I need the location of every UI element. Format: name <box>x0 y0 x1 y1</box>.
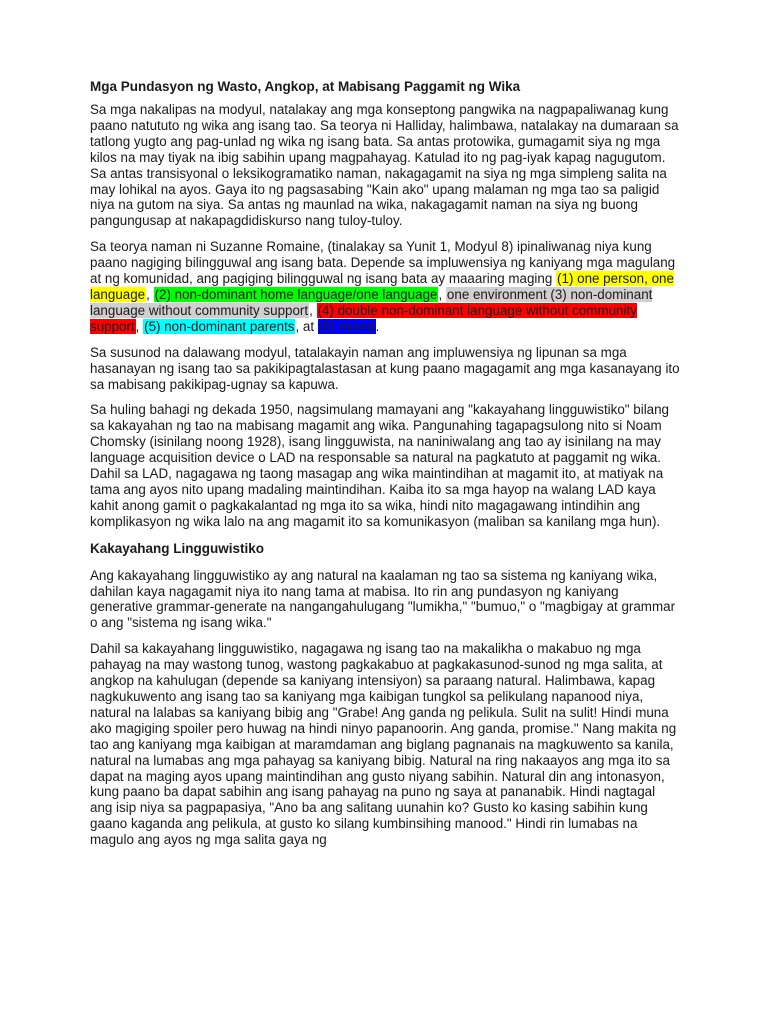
separator-text: , <box>146 286 154 302</box>
romaine-intro-text: Sa teorya naman ni Suzanne Romaine, (tinalakay sa Yunit 1, Modyul 8) ipinaliwanag niya kung paano nagiging bilingguwal ang isang bata. Depende sa impluwensiya ng kaniyang mga magulang at ng komunidad, ang pagiging bilingguwal ng isang bata ay maaaring maging <box>90 239 676 287</box>
highlight-one-person-one-language: (1) one person, one language <box>90 271 674 302</box>
separator-text: , <box>135 318 144 334</box>
separator-text: . <box>375 318 380 334</box>
highlight-mixed: (6) mixed <box>318 318 375 334</box>
paragraph-society-influence: Sa susunod na dalawang modyul, tatalakayin naman ang impluwensiya ng lipunan sa mga hasanayan ng isang tao sa pakikipagtalastasan at kung paano magagamit ang mga kasanayang ito sa mabisang pakikipag-ugnay sa kapuwa. <box>90 344 680 392</box>
paragraph-halliday: Sa mga nakalipas na modyul, natalakay ang mga konseptong pangwika na nagpapaliwanag kung paano natututo ng wika ang isang tao. Sa teorya ni Halliday, halimbawa, natalakay na dumaraan sa tatlong yugto ang pag-unlad ng wika ng isang bata. Sa antas protowika, gumagamit siya ng mga kilos na may tiyak na ibig sabihin upang magpahayag. Katulad ito ng pag-iyak kapag nagugutom. Sa antas transisyonal o leksikogramatiko naman, nakagagamit na siya ng mga simpleng salita na may lohikal na ayos. Gaya ito ng pagsasabing "Kain ako" upang malaman ng mga tao sa paligid niya na gutom na siya. Sa antas ng maunlad na wika, nakagagamit naman na siya ng buong pangungusap at nakapagdidiskurso nang tuloy-tuloy. <box>90 102 679 229</box>
paragraph-example: Dahil sa kakayahang lingguwistiko, nagagawa ng isang tao na makalikha o makabuo ng mga pahayag na may wastong tunog, wastong pagkakabuo at pagkakasunod-sunod ng mga salita, at angkop na kahulugan (depende sa kaniyang intensiyon) sa paraang natural. Halimbawa, kapag nagkukuwento ang isang tao sa kaniyang mga kaibigan tungkol sa pelikulang napanood niya, natural na lalabas sa kaniyang bibig ang "Grabe! Ang ganda ng pelikula. Sulit na sulit! Hindi muna ako magiging spoiler pero huwag na hindi ninyo papanoorin. Ang ganda, promise." Nang makita ng tao ang kaniyang mga kaibigan at maramdaman ang biglang pagnanais na magkuwento sa kanila, natural na lumabas ang mga pahayag sa kaniyang bibig. Natural na ring nakaayos ang mga ito sa dapat na maging ayos upang maintindihan ang gusto niyang sabihin. Natural din ang intonasyon, kung paano ba dapat sabihin ang isang pahayag na puno ng saya at pananabik. Hindi nagtagal ang isip niya sa pagpapasiya, "Ano ba ang salitang uunahin ko? Gusto ko kasing sabihin kung gaano kaganda ang pelikula, at gusto ko silang kumbinsihing manood." Hindi rin lumabas na magulo ang ayos ng mga salita gaya ng <box>90 641 677 848</box>
highlight-double-non-dominant: (4) double non-dominant language without community support <box>90 302 637 334</box>
separator-text: , <box>309 302 317 318</box>
separator-text: , <box>438 286 446 302</box>
section-heading-kakayahang-lingguwistiko: Kakayahang Lingguwistiko <box>90 540 265 556</box>
paragraph-definition: Ang kakayahang lingguwistiko ay ang natural na kaalaman ng tao sa sistema ng kaniyang wika, dahilan kaya nagagamit niya ito nang tama at mabisa. Ito rin ang pundasyon ng kaniyang generative grammar-generate na nangangahulugang "lumikha," "bumuo," o "magbigay at grammar o ang "sistema ng isang wika." <box>90 567 676 631</box>
separator-text: , at <box>295 318 318 334</box>
highlight-non-dominant-parents: (5) non-dominant parents <box>144 318 295 334</box>
highlight-one-environment: one environment (3) non-dominant language without community support <box>90 286 653 318</box>
document-page <box>90 78 680 858</box>
highlight-non-dominant-home-language: (2) non-dominant home language/one language <box>154 286 438 302</box>
paragraph-chomsky: Sa huling bahagi ng dekada 1950, nagsimulang mamayani ang "kakayahang lingguwistiko" bilang sa kakayahan ng tao na mabisang magamit ang wika. Pangunahing tagapagsulong nito si Noam Chomsky (isinilang noong 1928), isang lingguwista, na naniniwalang ang tao ay isinilang na may language acquisition device o LAD na responsable sa natural na pagkatuto at paggamit ng wika. Dahil sa LAD, nagagawa ng taong masagap ang wika maintindihan at magamit ito, at matiyak na tama ang ayos nito upang madaling maintindihan. Kaiba ito sa mga hayop na walang LAD kaya kahit anong gamit o pagkakalantad ng mga ito sa wika, hindi nito magagawang intindihin ang komplikasyon ng wika lalo na ang magamit ito sa komunikasyon (maliban sa kanilang mga hun). <box>90 402 670 529</box>
paragraph-romaine <box>90 239 680 334</box>
page-title: Mga Pundasyon ng Wasto, Angkop, at Mabisang Paggamit ng Wika <box>90 79 521 94</box>
